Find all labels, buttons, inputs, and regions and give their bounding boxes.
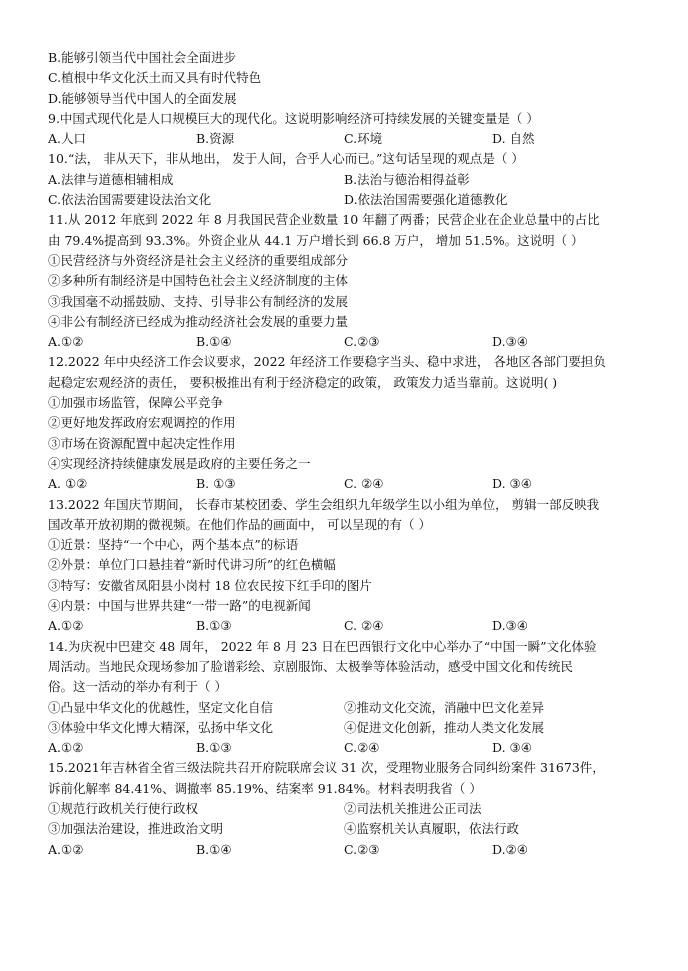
q10-option-d: D.依法治国需要强化道德教化 — [344, 192, 508, 208]
q11-option-d: D.③④ — [492, 334, 528, 350]
q9-option-d: D. 自然 — [492, 131, 535, 147]
q14-stem-line2: 周活动。当地民众现场参加了脸谱彩绘、京剧服饰、太极拳等体验活动，感受中国文化和传统民 — [48, 658, 574, 674]
q11-statement-3: ③我国毫不动摇鼓励、支持、引导非公有制经济的发展 — [48, 293, 349, 309]
q12-statement-1: ①加强市场监管，保障公平竞争 — [48, 395, 224, 411]
q15-statement-4: ④监察机关认真履职，依法行政 — [344, 821, 520, 837]
q11-stem-line2: 由 79.4%提高到 93.3%。外资企业从 44.1 万户增长到 66.8 万户， 增加 51.5%。这说明（ ） — [48, 232, 584, 248]
q13-option-a: A.①② — [48, 618, 84, 634]
q9-stem: 9.中国式现代化是人口规模巨大的现代化。这说明影响经济可持续发展的关键变量是（ ） — [48, 110, 539, 126]
q15-options — [48, 840, 640, 860]
q13-statement-2: ②外景：单位门口悬挂着“新时代讲习所”的红色横幅 — [48, 557, 336, 573]
q14-statements-row2 — [48, 718, 640, 738]
q9-option-c: C.环境 — [344, 131, 383, 147]
q10-option-b: B.法治与德治相得益彰 — [344, 171, 470, 187]
q15-statements-row1 — [48, 799, 640, 819]
q15-option-a: A.①② — [48, 841, 84, 857]
q12-statement-4: ④实现经济持续健康发展是政府的主要任务之一 — [48, 455, 311, 471]
q15-stem-line2: 诉前化解率 84.41%、调撤率 85.19%、结案率 91.84%。材料表明我省（ ） — [48, 780, 482, 796]
q11-statement-4: ④非公有制经济已经成为推动经济社会发展的重要力量 — [48, 313, 349, 329]
q11-option-b: B.①④ — [196, 334, 232, 350]
q14-statement-2: ②推动文化交流，消融中巴文化差异 — [344, 699, 545, 715]
q13-statement-1: ①近景：坚持“一个中心，两个基本点”的标语 — [48, 537, 299, 553]
q14-statements-row1 — [48, 698, 640, 718]
q14-options — [48, 738, 640, 758]
q14-option-c: C.②④ — [344, 740, 380, 756]
q13-option-b: B.①③ — [196, 618, 232, 634]
q14-option-d: D. ③④ — [492, 740, 532, 756]
q15-option-b: B.①④ — [196, 841, 232, 857]
option-c-q8: C.植根中华文化沃土而又具有时代特色 — [48, 70, 262, 86]
q12-statement-2: ②更好地发挥政府宏观调控的作用 — [48, 415, 236, 431]
q13-statement-4: ④内景：中国与世界共建“一带一路”的电视新闻 — [48, 598, 311, 614]
q14-statement-1: ①凸显中华文化的优越性，坚定文化自信 — [48, 699, 274, 715]
q12-options — [48, 474, 640, 494]
q11-option-a: A.①② — [48, 334, 84, 350]
q13-options — [48, 616, 640, 636]
q15-option-c: C.②③ — [344, 841, 380, 857]
q14-statement-4: ④促进文化创新，推动人类文化发展 — [344, 719, 545, 735]
q10-options-row2 — [48, 190, 640, 210]
option-b-q8: B.能够引领当代中国社会全面进步 — [48, 50, 237, 65]
q10-stem: 10.“法， 非从天下，非从地出， 发于人间，合乎人心而已。”这句话呈现的观点是（ ） — [48, 151, 524, 167]
q9-options — [48, 129, 640, 149]
q13-statement-3: ③特写：安徽省凤阳县小岗村 18 位农民按下红手印的图片 — [48, 577, 372, 593]
q14-stem-line3: 俗。这一活动的举办有利于（ ） — [48, 679, 227, 695]
q12-option-d: D. ③④ — [492, 476, 532, 492]
q15-statement-1: ①规范行政机关行使行政权 — [48, 800, 199, 816]
q11-option-c: C.②③ — [344, 334, 380, 350]
q12-stem-line1: 12.2022 年中央经济工作会议要求，2022 年经济工作要稳字当头、稳中求进， 各地区各部门要担负 — [48, 354, 606, 370]
q11-statement-1: ①民营经济与外资经济是社会主义经济的重要组成部分 — [48, 252, 349, 268]
q10-option-a: A.法律与道德相辅相成 — [48, 171, 174, 187]
q13-stem-line2: 国改革开放初期的微视频。在他们作品的画面中， 可以呈现的有（ ） — [48, 516, 431, 532]
q14-statement-3: ③体验中华文化博大精深，弘扬中华文化 — [48, 719, 274, 735]
q13-option-c: C. ②④ — [344, 618, 384, 634]
q12-option-c: C. ②④ — [344, 476, 384, 492]
option-d-q8: D.能够领导当代中国人的全面发展 — [48, 90, 237, 106]
q13-option-d: D.③④ — [492, 618, 528, 634]
q12-option-b: B. ①③ — [196, 476, 236, 492]
q15-stem-line1: 15.2021年吉林省全省三级法院共召开府院联席会议 31 次，受理物业服务合同纠纷案件 31673件， — [48, 760, 605, 776]
q11-options — [48, 332, 640, 352]
q12-statement-3: ③市场在资源配置中起决定性作用 — [48, 435, 236, 451]
q12-option-a: A. ①② — [48, 476, 88, 492]
q15-statements-row2 — [48, 819, 640, 839]
q10-options-row1 — [48, 170, 640, 190]
q13-stem-line1: 13.2022 年国庆节期间， 长春市某校团委、学生会组织九年级学生以小组为单位， 剪辑一部反映我 — [48, 496, 600, 512]
q10-option-c: C.依法治国需要建设法治文化 — [48, 192, 212, 208]
q15-statement-3: ③加强法治建设，推进政治文明 — [48, 821, 224, 837]
q9-option-b: B.资源 — [196, 131, 235, 147]
q11-stem-line1: 11.从 2012 年底到 2022 年 8 月我国民营企业数量 10 年翻了两番；民营企业在企业总量中的占比 — [48, 212, 600, 228]
q9-option-a: A.人口 — [48, 131, 87, 147]
q14-option-b: B.①③ — [196, 740, 232, 756]
q14-stem-line1: 14.为庆祝中巴建交 48 周年， 2022 年 8 月 23 日在巴西银行文化中心举办了“中国一瞬”文化体验 — [48, 638, 597, 654]
q12-stem-line2: 起稳定宏观经济的责任， 要积极推出有利于经济稳定的政策， 政策发力适当靠前。这说明( ) — [48, 374, 558, 390]
q11-statement-2: ②多种所有制经济是中国特色社会主义经济制度的主体 — [48, 273, 349, 289]
q15-option-d: D.②④ — [492, 841, 528, 857]
q14-option-a: A.①② — [48, 740, 84, 756]
q15-statement-2: ②司法机关推进公正司法 — [344, 800, 482, 816]
